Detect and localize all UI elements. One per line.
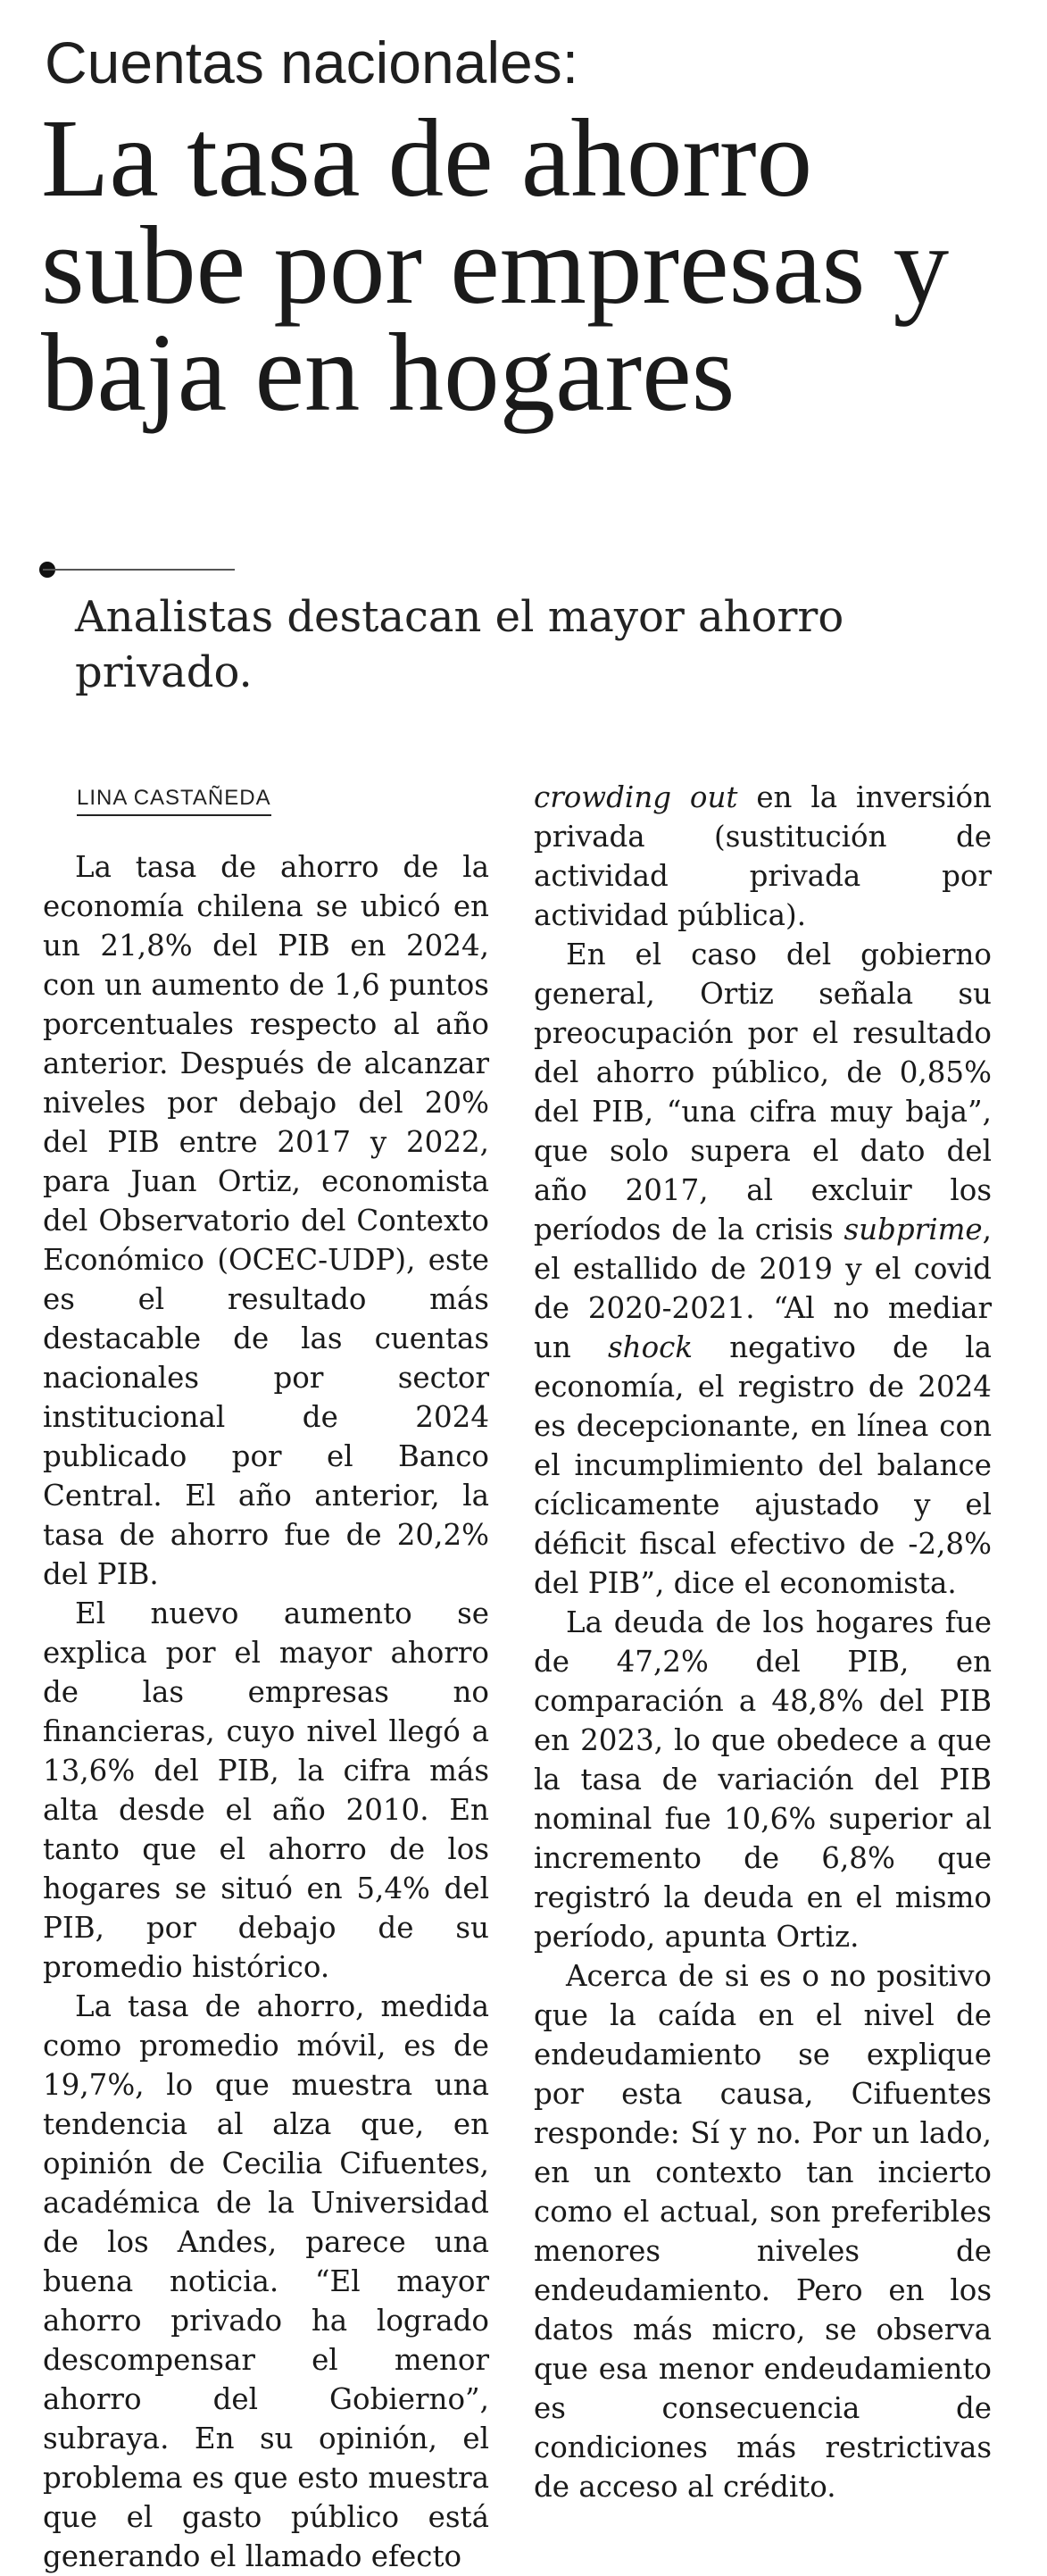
paragraph-5: La deuda de los hogares fue de 47,2% del PIB, en comparación a 48,8% del PIB en 2023, lo que obedece a que la tasa de variación del PIB nominal fue 10,6% superior al incremento de 6,8% que registró la deuda en el mismo período, apunta Ortiz. [534, 1605, 992, 1954]
paragraph-3 [43, 1987, 489, 2576]
paragraph-4-a: En el caso del gobierno general, Ortiz señala su preocupación por el resultado del ahorro público, de 0,85% del PIB, “una cifra muy baja”, que solo supera el dato del año 2017, al excluir los períodos de la crisis [534, 938, 992, 1246]
paragraph-6: Acerca de si es o no positivo que la caída en el nivel de endeudamiento se explique por esta causa, Cifuentes responde: Sí y no. Por un lado, en un contexto tan incierto como el actual, son preferibles menores niveles de endeudamiento. Pero en los datos más micro, se observa que esa menor endeudamiento es consecuencia de condiciones más restrictivas de acceso al crédito. [534, 1959, 992, 2504]
paragraph-4 [534, 935, 992, 1603]
subprime-term: subprime [843, 1213, 983, 1246]
paragraph-4-c: negativo de la economía, el registro de 2024 es decepcionante, en línea con el incumplimiento del balance cíclicamente ajustado y el déficit fiscal efectivo de -2,8% del PIB”, dice el economista. [534, 1330, 992, 1600]
article-column-left [43, 847, 489, 2576]
paragraph-3-text: La tasa de ahorro, medida como promedio móvil, es de 19,7%, lo que muestra una tendencia al alza que, en opinión de Cecilia Cifuentes, académica de la Universidad de los Andes, parece una buena noticia. “El mayor ahorro privado ha logrado descompensar el menor ahorro del Gobierno”, subraya. En su opinión, el problema es que esto muestra que el gasto público está generando el llamado efecto [43, 1989, 489, 2573]
paragraph-2: El nuevo aumento se explica por el mayor ahorro de las empresas no financieras, cuyo nivel llegó a 13,6% del PIB, la cifra más alta desde el año 2010. En tanto que el ahorro de los hogares se situó en 5,4% del PIB, por debajo de su promedio histórico. [43, 1596, 489, 1984]
paragraph-3-tail: en la inversión privada (sustitución de actividad privada por actividad pública). [534, 780, 992, 932]
headline: La tasa de ahorro sube por empresas y baja en hogares [41, 97, 950, 435]
crowding-out-term: crowding out [534, 780, 738, 814]
byline: LINA CASTAÑEDA [77, 786, 271, 816]
paragraph-3-continued [534, 778, 992, 935]
shock-term: shock [608, 1330, 694, 1364]
paragraph-1: La tasa de ahorro de la economía chilena se ubicó en un 21,8% del PIB en 2024, con un aumento de 1,6 puntos porcentuales respecto al año anterior. Después de alcanzar niveles por debajo del 20% del PIB entre 2017 y 2022, para Juan Ortiz, economista del Observatorio del Contexto Económico (OCEC-UDP), este es el resultado más destacable de las cuentas nacionales por sector institucional de 2024 publicado por el Banco Central. El año anterior, la tasa de ahorro fue de 20,2% del PIB. [43, 850, 489, 1591]
paragraph-4-b: , el estallido de 2019 y el covid de 2020-2021. “Al no mediar un [534, 1213, 992, 1364]
deck-divider [43, 569, 235, 571]
article-column-right [534, 778, 992, 2506]
kicker: Cuentas nacionales: [45, 29, 579, 96]
deck-subtitle: Analistas destacan el mayor ahorro privado. [75, 592, 844, 697]
